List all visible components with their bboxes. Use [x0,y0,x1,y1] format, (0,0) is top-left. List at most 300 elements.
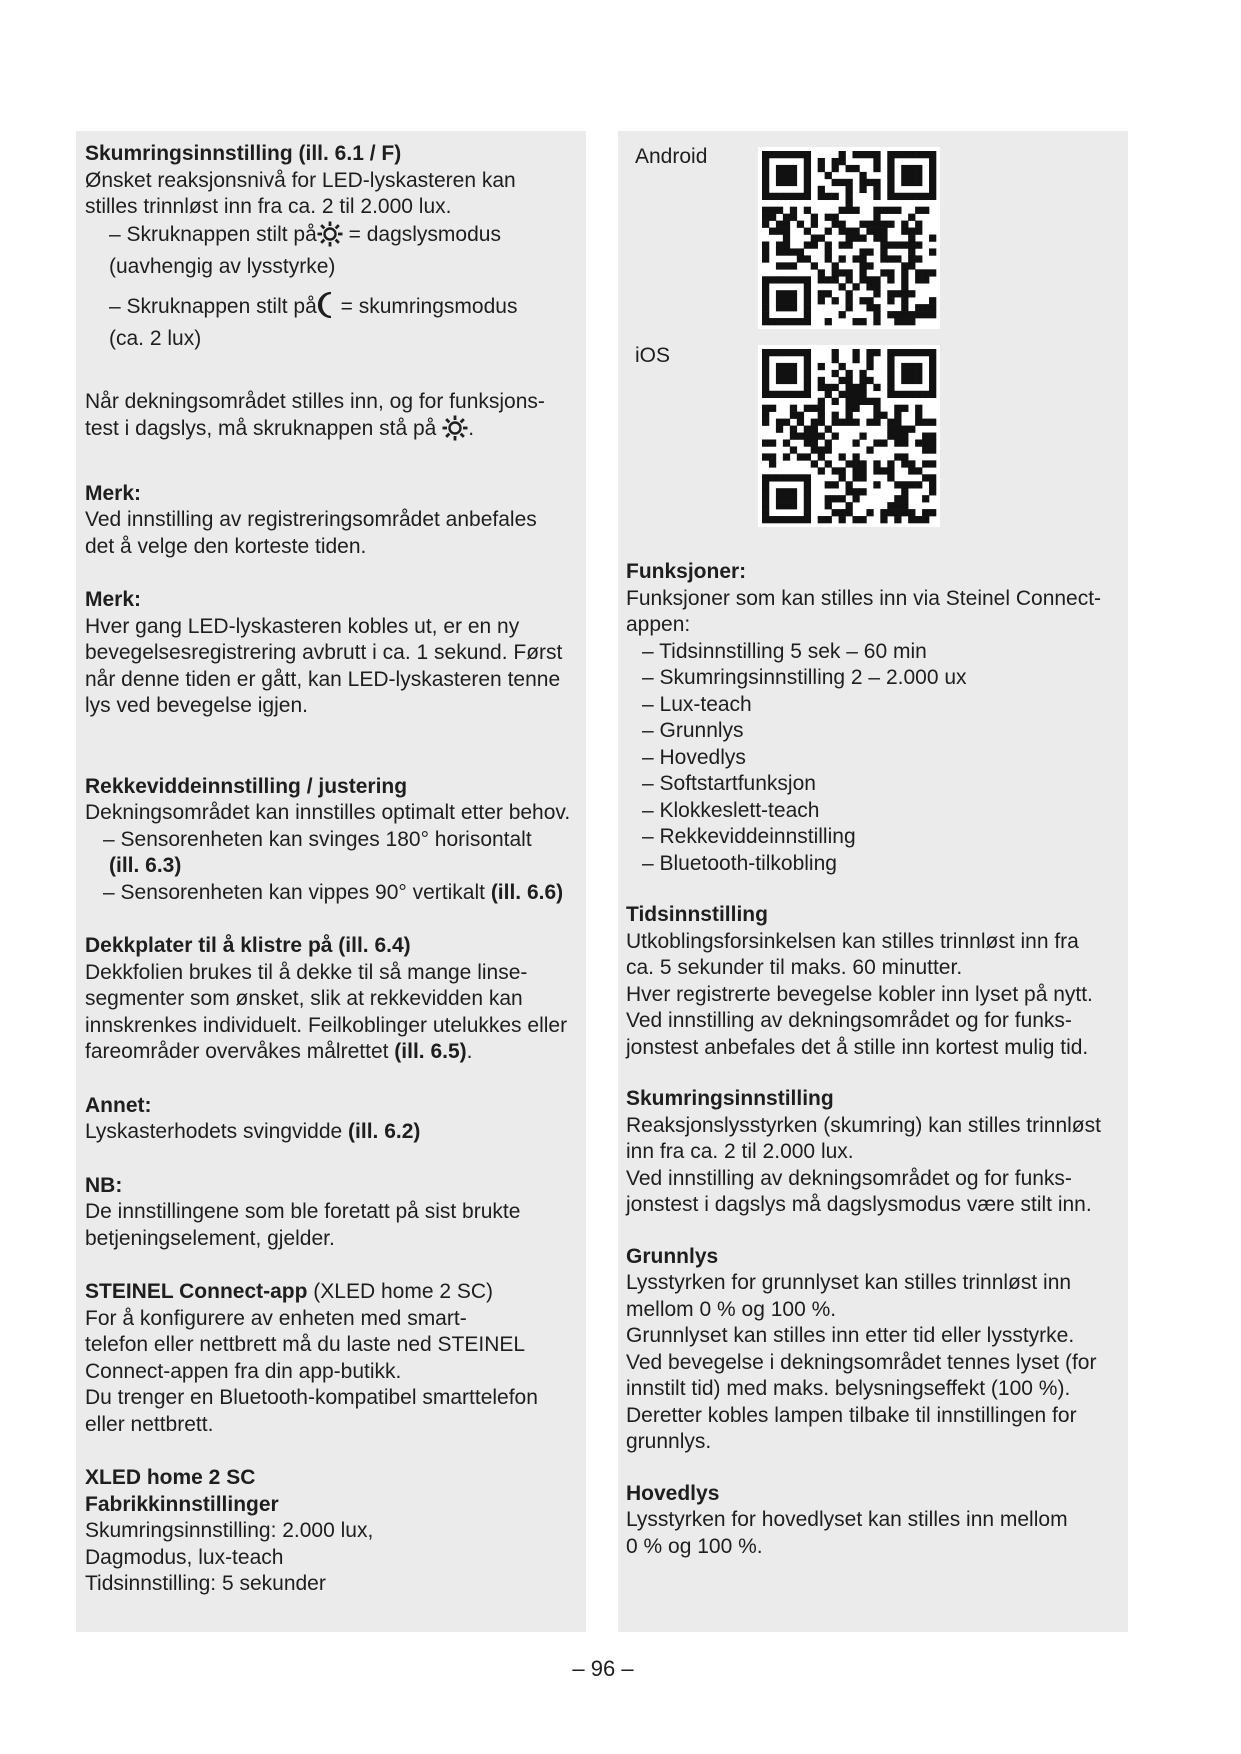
paragraph-line: grunnlys. [626,1430,712,1453]
qr-module [797,474,804,481]
qr-module [852,474,859,481]
qr-module [818,433,825,440]
qr-module [783,297,790,304]
qr-module [762,488,769,495]
qr-module [880,241,887,248]
qr-module [797,151,804,158]
qr-module [776,426,783,433]
qr-module [839,516,846,523]
qr-module [804,304,811,311]
qr-module [929,186,936,193]
qr-module [929,356,936,363]
qr-module [818,158,825,165]
section-heading: Hovedlys [626,1481,720,1505]
qr-module [818,377,825,384]
paragraph-line: Skumringsinnstilling: 2.000 lux, [85,1519,374,1542]
paragraph-line: Deretter kobles lampen tilbake til innstillingen for [626,1403,1077,1427]
qr-module [783,488,790,495]
qr-module [915,221,922,228]
qr-module [866,221,873,228]
section-heading: XLED home 2 SC [85,1466,256,1489]
qr-module [790,248,797,255]
qr-module [818,405,825,412]
qr-module [776,297,783,304]
qr-module [901,221,908,228]
left-column [76,131,586,1632]
right-column [618,131,1128,1632]
qr-module [859,433,866,440]
qr-module [762,405,769,412]
qr-module [825,384,832,391]
qr-module [873,439,880,446]
qr-module [901,262,908,269]
qr-module [908,228,915,235]
qr-module [804,241,811,248]
qr-module [859,255,866,262]
paragraph-line [85,415,577,449]
qr-module [762,283,769,290]
qr-module [804,165,811,172]
qr-module [790,405,797,412]
qr-module [832,419,839,426]
paragraph-line: eller nettbrett. [85,1412,214,1436]
qr-module [804,391,811,398]
bullet-dusk [85,291,577,327]
qr-module [783,419,790,426]
qr-module [894,290,901,297]
paragraph-line: ca. 5 sekunder til maks. 60 minutter. [626,956,963,979]
qr-module [797,221,804,228]
section-heading: Rekkeviddeinnstilling / justering [85,774,408,798]
qr-module [832,165,839,172]
qr-module [804,509,811,516]
qr-module [846,207,853,214]
android-label: Android [635,145,708,168]
qr-module [908,214,915,221]
qr-module [797,248,804,255]
qr-module [762,419,769,426]
qr-module [769,439,776,446]
qr-module [783,453,790,460]
paragraph-line: Reaksjonslysstyrken (skumring) kan stilles trinnløst [626,1113,1101,1137]
qr-module [804,276,811,283]
qr-module [762,384,769,391]
qr-module [852,349,859,356]
qr-module [887,502,894,509]
qr-module [929,311,936,318]
qr-module [790,193,797,200]
qr-module [929,165,936,172]
qr-module [783,165,790,172]
ios-qr-code[interactable] [758,345,940,527]
qr-module [887,241,894,248]
qr-module [762,363,769,370]
qr-module [790,262,797,269]
qr-module [852,318,859,325]
qr-module [929,370,936,377]
qr-module [825,172,832,179]
qr-module [887,193,894,200]
qr-module [859,460,866,467]
qr-module [818,412,825,419]
paragraph-line: For å konfigurere av enheten med smart- [85,1306,467,1330]
paragraph-line: Lysstyrken for grunnlyset kan stilles trinnløst inn [626,1271,1072,1294]
qr-module [908,172,915,179]
qr-module [762,377,769,384]
qr-module [783,516,790,523]
qr-module [804,290,811,297]
qr-module [929,509,936,516]
qr-module [776,304,783,311]
qr-module [797,391,804,398]
qr-module [825,460,832,467]
qr-module [811,241,818,248]
qr-module [852,165,859,172]
qr-module [818,269,825,276]
qr-module [790,370,797,377]
qr-module [929,377,936,384]
qr-module [894,405,901,412]
qr-module [901,179,908,186]
qr-module [762,349,769,356]
qr-module [894,311,901,318]
qr-module [825,391,832,398]
qr-module [832,398,839,405]
qr-module [901,439,908,446]
qr-module [880,439,887,446]
qr-module [832,467,839,474]
qr-module [873,467,880,474]
qr-module [859,297,866,304]
qr-module [866,304,873,311]
qr-module [908,481,915,488]
qr-module [804,453,811,460]
qr-module [804,179,811,186]
qr-module [832,356,839,363]
qr-module [880,269,887,276]
qr-module [804,356,811,363]
qr-module [776,377,783,384]
qr-module [846,241,853,248]
qr-module [762,509,769,516]
qr-module [880,221,887,228]
qr-module [832,495,839,502]
qr-module [769,474,776,481]
qr-module [929,172,936,179]
qr-module [818,384,825,391]
qr-module [873,158,880,165]
qr-module [804,207,811,214]
qr-module [762,221,769,228]
qr-module [894,439,901,446]
qr-module [832,193,839,200]
qr-module [901,509,908,516]
paragraph-line: Utkoblingsforsinkelsen kan stilles trinnløst inn fra [626,929,1079,953]
list-item: – Skumringsinnstilling 2 – 2.000 ux [642,666,967,689]
qr-module [790,151,797,158]
ios-label: iOS [635,344,671,367]
qr-module [922,446,929,453]
qr-module [776,165,783,172]
qr-module [776,502,783,509]
qr-module [804,426,811,433]
qr-module [852,516,859,523]
list-item: – Hovedlys [642,745,746,769]
qr-module [894,481,901,488]
qr-module [832,214,839,221]
qr-module [915,207,922,214]
qr-module [790,426,797,433]
qr-module [804,481,811,488]
qr-module [839,467,846,474]
qr-module [866,419,873,426]
paragraph-line: Dagmodus, lux-teach [85,1545,284,1569]
qr-module [880,412,887,419]
qr-module [859,370,866,377]
qr-module [846,165,853,172]
paragraph-line: Når dekningsområdet stilles inn, og for funksjons- [85,389,545,413]
qr-module [908,370,915,377]
qr-module [901,405,908,412]
qr-module [866,349,873,356]
qr-module [901,318,908,325]
qr-module [790,179,797,186]
qr-module [825,495,832,502]
android-qr-code[interactable] [758,147,940,329]
qr-module [859,318,866,325]
qr-module [929,391,936,398]
qr-module [776,207,783,214]
qr-module [929,439,936,446]
page-number: – 96 – [572,1656,634,1681]
qr-module [811,221,818,228]
qr-module [915,370,922,377]
qr-module [762,290,769,297]
list-item: – Rekkeviddeinnstilling [642,825,856,848]
qr-module [839,377,846,384]
qr-module [894,509,901,516]
qr-module [839,311,846,318]
qr-module [873,481,880,488]
qr-module [922,460,929,467]
qr-module [880,228,887,235]
qr-module [783,377,790,384]
qr-module [832,158,839,165]
qr-module [839,151,846,158]
qr-module [783,172,790,179]
qr-module [908,193,915,200]
qr-module [776,248,783,255]
qr-module [832,276,839,283]
qr-module [790,297,797,304]
qr-module [832,262,839,269]
qr-module [832,481,839,488]
qr-module [873,214,880,221]
qr-module [846,391,853,398]
qr-module [908,311,915,318]
qr-module [901,241,908,248]
bullet-item: – Sensorenheten kan svinges 180° horisontalt [103,827,532,851]
qr-module [783,262,790,269]
qr-module [852,207,859,214]
section-heading: Grunnlys [626,1244,719,1268]
qr-module [880,235,887,242]
qr-module [811,446,818,453]
qr-module [859,248,866,255]
qr-module [839,255,846,262]
list-item: – Bluetooth-tilkobling [642,851,837,875]
qr-module [776,172,783,179]
app-title: STEINEL Connect-app [85,1280,308,1303]
qr-module [915,419,922,426]
paragraph-line: Dekkfolien brukes til å dekke til så mange linse- [85,960,528,984]
paragraph-line: Grunnlyset kan stilles inn etter tid eller lysstyrke. [626,1324,1075,1347]
list-item: – Tidsinnstilling 5 sek – 60 min [642,639,927,663]
qr-module [915,377,922,384]
qr-module [790,349,797,356]
qr-module [818,297,825,304]
qr-module [769,151,776,158]
qr-module [776,228,783,235]
qr-module [825,228,832,235]
qr-module [818,186,825,193]
qr-module [873,276,880,283]
qr-module [873,228,880,235]
qr-module [790,412,797,419]
qr-module [908,255,915,262]
qr-module [873,186,880,193]
qr-module [776,193,783,200]
qr-module [929,363,936,370]
qr-module [866,228,873,235]
functions-block [626,559,1119,1560]
qr-module [873,290,880,297]
bullet-text: – Skruknappen stilt på [109,294,317,318]
qr-module [887,467,894,474]
qr-module [783,214,790,221]
paragraph-line: telefon eller nettbrett må du laste ned STEINEL [85,1333,526,1356]
qr-module [825,516,832,523]
qr-module [846,200,853,207]
bullet-continuation: (uavhengig av lysstyrke) [109,255,336,278]
qr-module [762,158,769,165]
qr-module [804,158,811,165]
qr-module [887,269,894,276]
qr-module [832,349,839,356]
qr-module [790,433,797,440]
qr-module [804,283,811,290]
qr-module [839,207,846,214]
qr-module [908,509,915,516]
qr-module [852,398,859,405]
qr-module [901,377,908,384]
paragraph-line: jonstest i dagslys må dagslysmodus være stilt inn. [626,1193,1092,1216]
qr-module [769,460,776,467]
qr-module [776,349,783,356]
qr-module [804,193,811,200]
qr-module [790,165,797,172]
qr-module [880,467,887,474]
qr-module [839,221,846,228]
qr-module [804,311,811,318]
qr-module [804,439,811,446]
qr-module [929,297,936,304]
paragraph-line: bevegelsesregistrering avbrutt i ca. 1 sekund. Først [85,641,563,664]
qr-module [832,433,839,440]
qr-module [825,446,832,453]
qr-module [908,377,915,384]
qr-module [818,398,825,405]
paragraph-line [85,1039,577,1066]
qr-module [866,179,873,186]
qr-module [915,269,922,276]
qr-module [790,363,797,370]
qr-module [818,453,825,460]
qr-module [846,384,853,391]
qr-module [873,384,880,391]
qr-module [783,370,790,377]
qr-module [859,398,866,405]
qr-module [901,391,908,398]
qr-module [929,349,936,356]
qr-module [811,433,818,440]
paragraph-line: Tidsinnstilling: 5 sekunder [85,1572,326,1595]
qr-module [852,419,859,426]
qr-module [908,151,915,158]
qr-module [797,433,804,440]
qr-module [776,318,783,325]
qr-module [839,269,846,276]
qr-module [839,509,846,516]
qr-module [887,370,894,377]
qr-module [887,509,894,516]
qr-module [873,304,880,311]
qr-module [901,228,908,235]
qr-module [783,276,790,283]
qr-module [776,151,783,158]
qr-module [873,311,880,318]
qr-module [852,495,859,502]
qr-module [811,405,818,412]
paragraph-line: Ved innstilling av dekningsområdet og for funks- [626,1009,1072,1032]
qr-module [887,297,894,304]
qr-module [818,193,825,200]
paragraph-line: mellom 0 % og 100 %. [626,1297,837,1321]
section-heading: Skumringsinnstilling (ill. 6.1 / F) [85,142,402,165]
qr-module [908,318,915,325]
ill-reference: (ill. 6.3) [109,854,182,877]
qr-module [915,172,922,179]
qr-module [908,426,915,433]
qr-module [839,419,846,426]
qr-module [922,193,929,200]
qr-module [804,488,811,495]
qr-module [873,419,880,426]
section-heading: Tidsinnstilling [626,903,768,926]
qr-module [783,391,790,398]
qr-module [762,241,769,248]
qr-module [901,349,908,356]
qr-module [929,248,936,255]
qr-module [866,276,873,283]
qr-module [776,179,783,186]
qr-module [894,349,901,356]
qr-module [852,460,859,467]
qr-module [783,228,790,235]
qr-module [908,516,915,523]
moon-icon [317,291,335,327]
qr-module [790,276,797,283]
